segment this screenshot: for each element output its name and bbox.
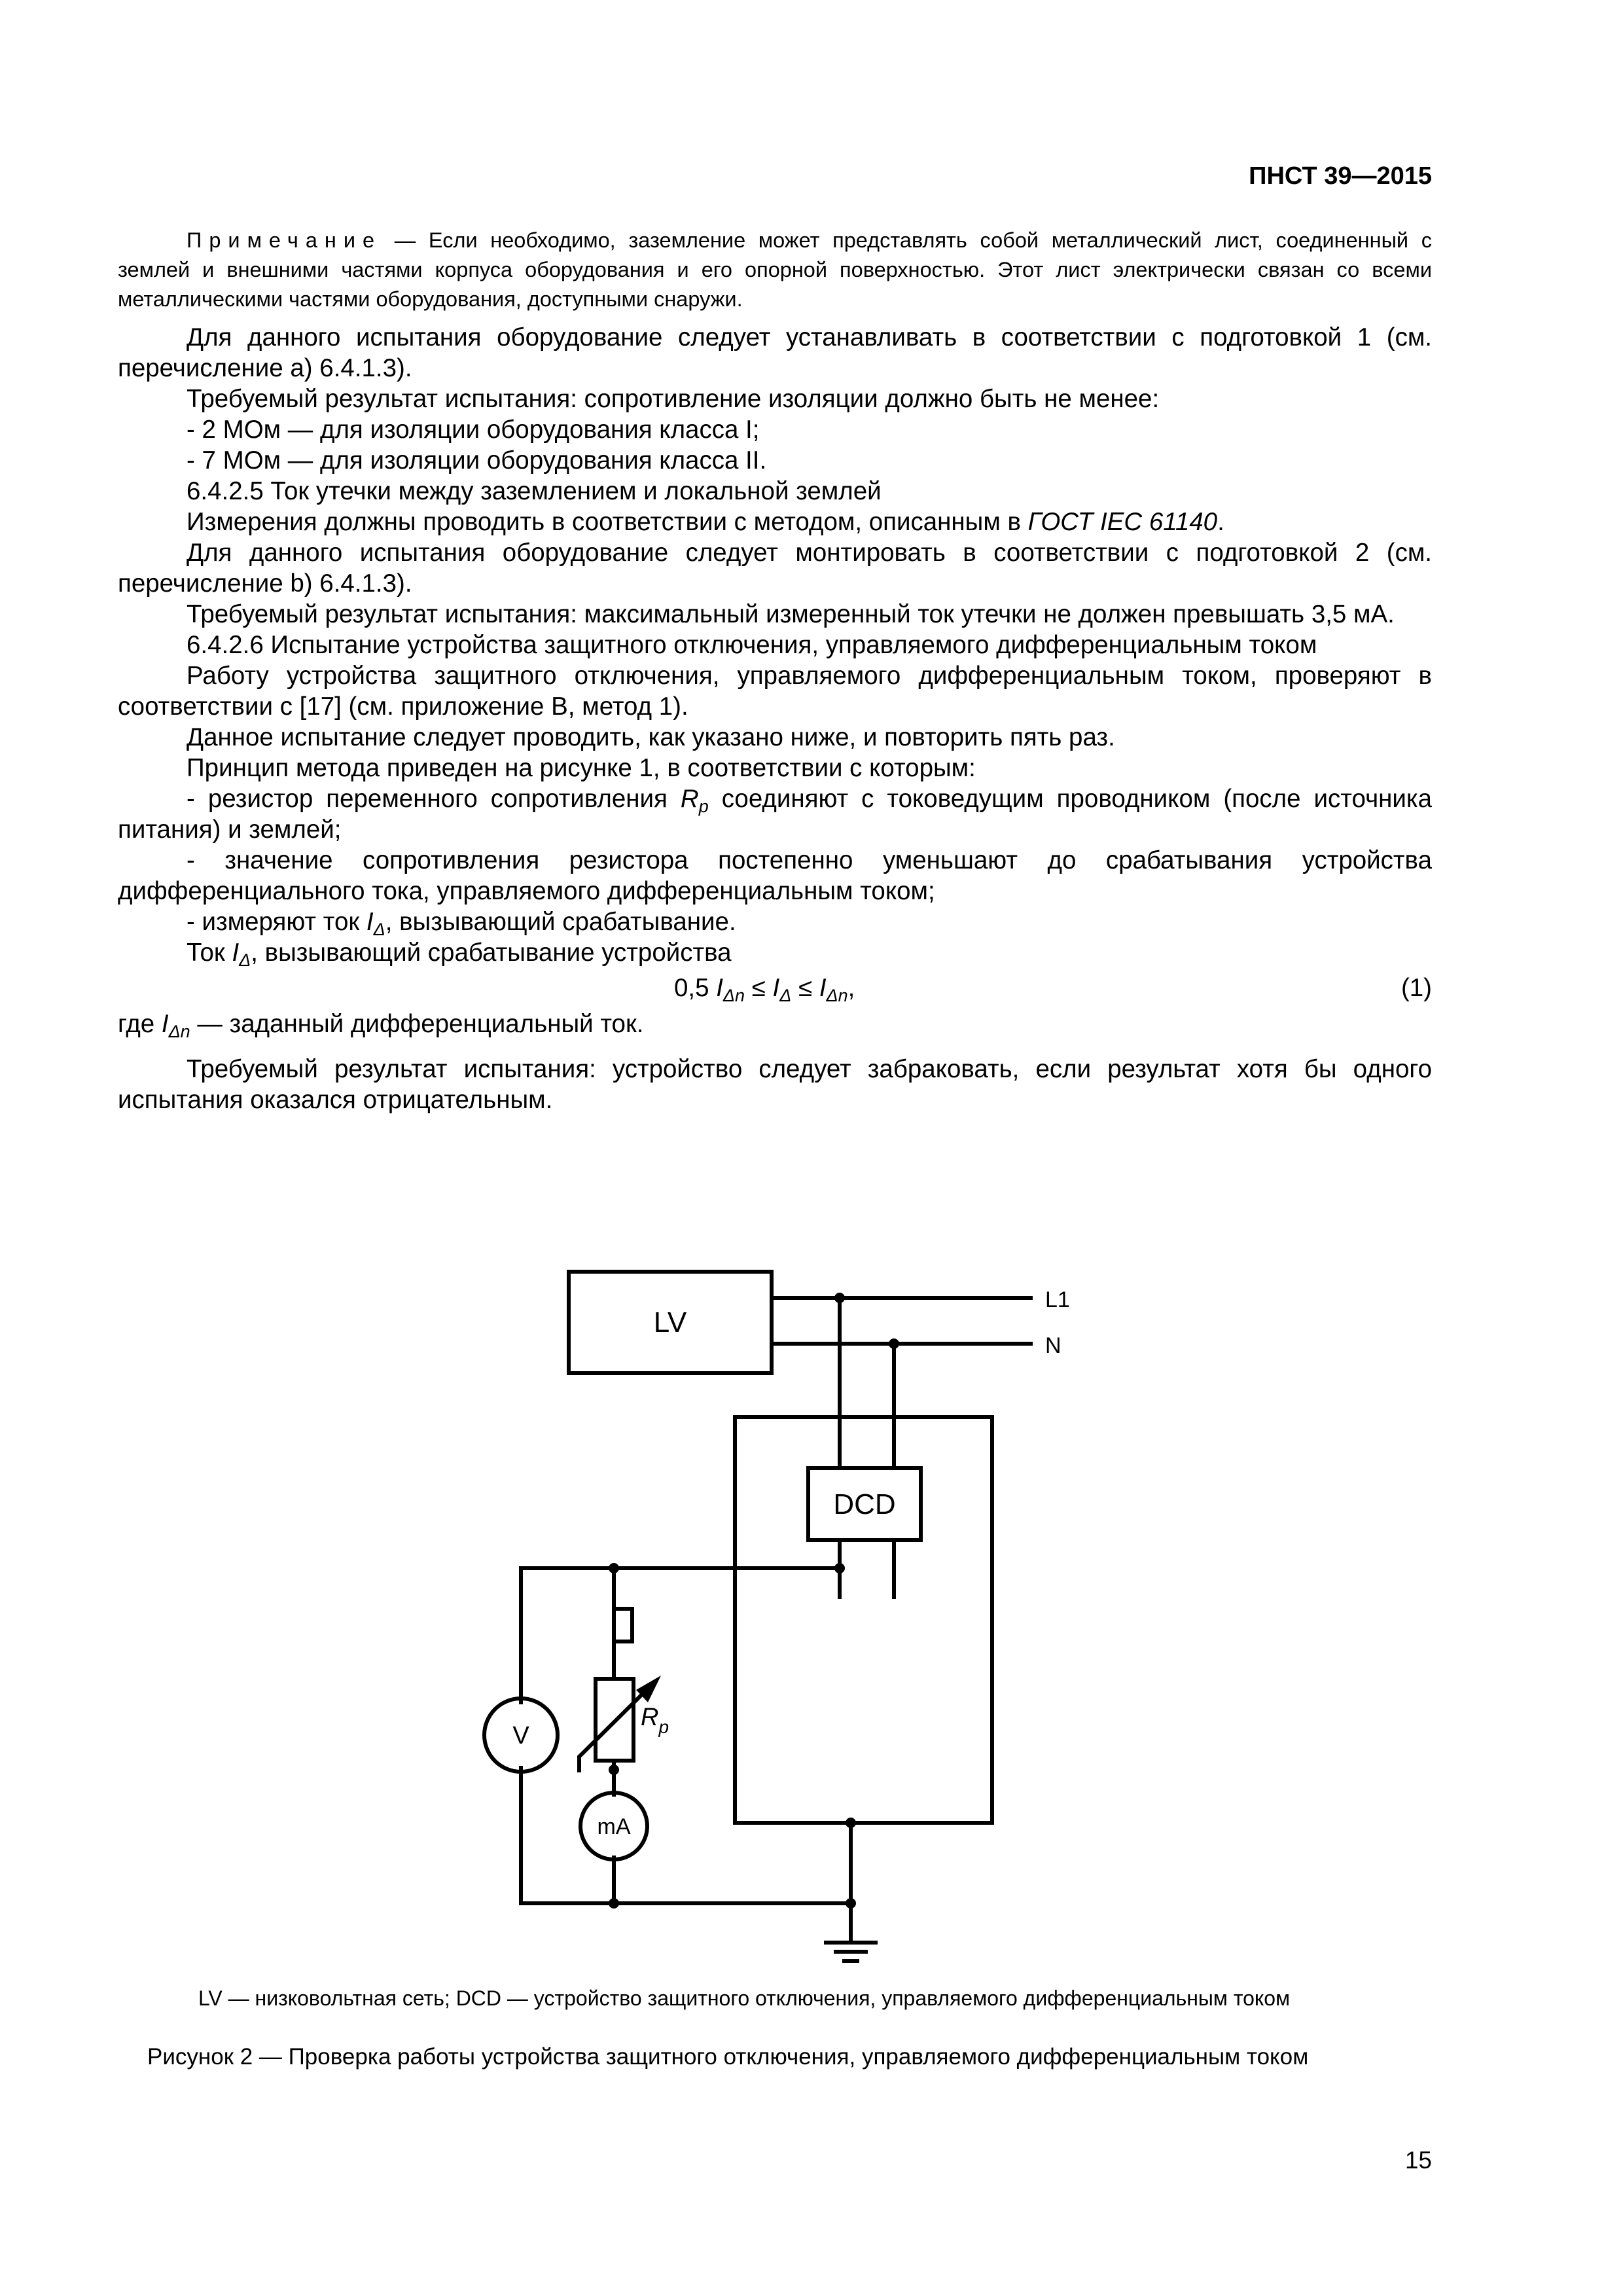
i-delta-n-symbol: $I_{\Delta n}$ xyxy=(161,1010,190,1041)
method-end: . xyxy=(1217,508,1224,536)
gost-reference: ГОСТ IEC 61140 xyxy=(1027,508,1218,536)
measure-text-start: - измеряют ток xyxy=(187,908,366,936)
resistor-text-start: - резистор переменного сопротивления xyxy=(187,785,681,813)
lv-label: LV xyxy=(653,1306,687,1338)
i-delta-symbol: $I_\Delta$ xyxy=(232,939,251,970)
paragraph-rcd-check: Работу устройства защитного отключения, управляемого дифференциальным током, проверяют в соответствии с [17] (см. приложение В, метод 1). xyxy=(118,662,1432,721)
l1-label: L1 xyxy=(1045,1287,1070,1312)
figure-caption: Рисунок 2 — Проверка работы устройства защитного отключения, управляемого дифференциальным током xyxy=(147,2044,1309,2070)
n-label: N xyxy=(1045,1333,1061,1358)
document-id: ПНСТ 39—2015 xyxy=(1249,162,1432,190)
ma-label: mA xyxy=(597,1814,631,1839)
paragraph-setup-1: Для данного испытания оборудование следует устанавливать в соответствии с подготовкой 1 (см. перечисление а) 6.4.1.3). xyxy=(118,323,1432,382)
paragraph-leakage-result: Требуемый результат испытания: максимальный измеренный ток утечки не должен превышать 3,5 мА. xyxy=(187,600,1395,628)
formula-number: (1) xyxy=(1400,974,1432,1002)
page-number: 15 xyxy=(1404,2147,1432,2174)
equipment-enclosure xyxy=(735,1417,992,1823)
list-item-class-2: - 7 МОм — для изоляции оборудования класса II. xyxy=(187,446,767,475)
method-text: Измерения должны проводить в соответствии с методом, описанным в xyxy=(187,508,1028,536)
formula-expression: 0,5 $I_{\Delta n} \le I_\Delta \le I_{\Delta n}$, xyxy=(674,974,855,1005)
rp-label: $R_p$ xyxy=(641,1704,669,1737)
resistor-text-end: соединяют с токоведущим проводником (после источника питания) и землей; xyxy=(118,785,1433,844)
paragraph-required-result: Требуемый результат испытания: сопротивление изоляции должно быть не менее: xyxy=(187,385,1160,413)
measure-text-end: , вызывающий срабатывание. xyxy=(385,908,736,936)
trip-text-start: Ток xyxy=(187,939,232,967)
note-label: Примечание xyxy=(187,228,382,252)
list-item-class-1: - 2 МОм — для изоляции оборудования класса I; xyxy=(187,416,760,444)
paragraph-where: где $I_{\Delta n}$ — заданный дифференциальный ток. xyxy=(118,1010,644,1041)
paragraph-final-result: Требуемый результат испытания: устройство следует забраковать, если результат хотя бы одного испытания оказался отрицательным. xyxy=(118,1055,1432,1114)
figure-legend: LV — низковольтная сеть; DCD — устройство защитного отключения, управляемого дифференциальным током xyxy=(198,1986,1291,2010)
note-text: — Если необходимо, заземление может представлять собой металлический лист, соединенный с землей и внешними частями корпуса оборудования и его опорной поверхностью. Этот лист электрически связан со всеми металлическими частями оборудования, доступными снаружи. xyxy=(118,228,1432,311)
rp-symbol: $R_p$ xyxy=(680,785,709,816)
paragraph-setup-2: Для данного испытания оборудование следует монтировать в соответствии с подготовкой 2 (см. перечисление b) 6.4.1.3). xyxy=(118,539,1432,598)
section-6-4-2-6: 6.4.2.6 Испытание устройства защитного отключения, управляемого дифференциальным током xyxy=(187,631,1317,659)
list-item-reduce: - значение сопротивления резистора постепенно уменьшают до срабатывания устройства дифференциального тока, управляемого дифференциальным током; xyxy=(118,846,1432,905)
section-6-4-2-5: 6.4.2.5 Ток утечки между заземлением и локальной землей xyxy=(187,477,882,505)
paragraph-repeat: Данное испытание следует проводить, как указано ниже, и повторить пять раз. xyxy=(187,723,1115,751)
i-delta-symbol: $I_\Delta$ xyxy=(366,908,385,939)
paragraph-principle: Принцип метода приведен на рисунке 1, в соответствии с которым: xyxy=(187,754,976,782)
dcd-label: DCD xyxy=(833,1488,896,1520)
trip-text-end: , вызывающий срабатывание устройства xyxy=(251,939,732,967)
v-label: V xyxy=(512,1722,529,1749)
